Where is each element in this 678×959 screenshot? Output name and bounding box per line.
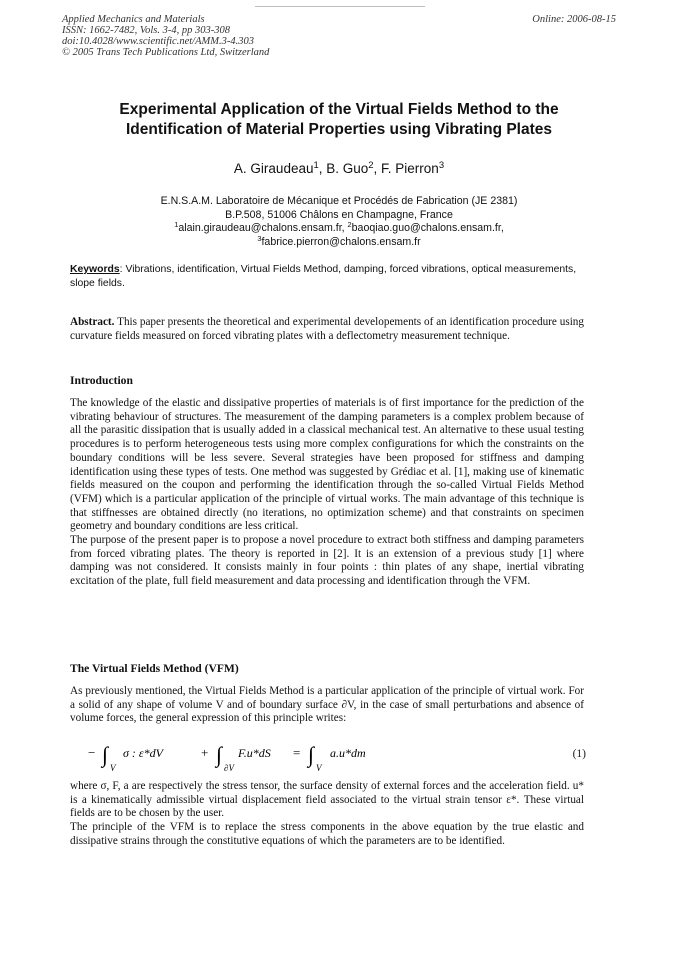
keywords xyxy=(70,263,584,290)
vfm-paragraph-3: The principle of the VFM is to replace the stress components in the above equation by the true elastic and dissipative strains through the constitutive equations of which the parameters are to be identified. xyxy=(70,821,584,847)
author-sep-1: , xyxy=(318,161,327,176)
email-2[interactable]: baoqiao.guo@chalons.ensam.fr, xyxy=(351,222,504,235)
abstract-label: Abstract. xyxy=(70,316,115,328)
title-line-1: Experimental Application of the Virtual Fields Method to the xyxy=(119,101,559,118)
journal-name: Applied Mechanics and Materials xyxy=(62,14,205,25)
author-1-affil: 1 xyxy=(313,159,319,171)
vfm-paragraph-1: As previously mentioned, the Virtual Fields Method is a particular application of the principle of virtual work. For a solid of any shape of volume V and of boundary surface ∂V, in the case of small perturbations and absence of volume forces, the general expression of this principle writes: xyxy=(70,685,584,725)
journal-header xyxy=(62,14,269,58)
issn: ISSN: 1662-7482, Vols. 3-4, pp 303-308 xyxy=(62,25,230,36)
author-3: F. Pierron xyxy=(381,161,439,176)
title-line-2: Identification of Material Properties using Vibrating Plates xyxy=(125,121,553,138)
vfm-paragraph-2: where σ, F, a are respectively the stress tensor, the surface density of external forces and the acceleration field. u* is a kinematically admissible virtual displacement field associated to the virtual strain tensor ε*. These virtual fields are to be chosen by the user. xyxy=(70,780,584,820)
eq-sub-3: V xyxy=(316,763,322,773)
email-1[interactable]: alain.giraudeau@chalons.ensam.fr, xyxy=(178,222,348,235)
keywords-label: Keywords xyxy=(70,264,120,275)
eq-term-2: F.u*dS xyxy=(238,746,271,760)
introduction-heading: Introduction xyxy=(70,374,133,387)
affiliation-line-1: E.N.S.A.M. Laboratoire de Mécanique et Procédés de Fabrication (JE 2381) xyxy=(160,195,518,207)
abstract-text: This paper presents the theoretical and experimental developements of an identification procedure using curvature fields measured on forced vibrating plates with a deflectometry measurement technique. xyxy=(70,316,584,342)
vfm-body xyxy=(70,685,584,726)
integral-sign-3: ∫ xyxy=(308,742,315,767)
intro-paragraph-1: The knowledge of the elastic and dissipative properties of materials is of first importance for the prediction of the vibrating behaviour of structures. The measurement of the damping parameters is a complex problem because of all the parasitic dissipation that is usually added in a classical mechanical test. An alternative to these usual testing procedures is to perform heterogeneous tests using more complex configurations for which the constraints on the boundary conditions will be less severe. Several strategies have been proposed for stiffness and damping identification using these types of tests. One method was suggested by Grédiac et al. [1], making use of kinematic fields measured on the coupon and performing the identification through the so-called Virtual Fields Method (VFM) which is a particular application of the principle of virtual works. The main advantage of this technique is that stiffnesses are obtained directly (no iterations, no optimization scheme) and that constraints on specimen geometry and boundary conditions are less critical. xyxy=(70,397,584,533)
top-rule xyxy=(255,6,425,7)
eq-plus: + xyxy=(201,745,209,760)
doi-link[interactable]: doi:10.4028/www.scientific.net/AMM.3-4.303 xyxy=(62,36,254,47)
email-3[interactable]: fabrice.pierron@chalons.ensam.fr xyxy=(261,235,421,248)
email-line-1 xyxy=(60,222,618,236)
affiliation-line-2: B.P.508, 51006 Châlons en Champagne, France xyxy=(225,208,453,221)
integral-sign-2: ∫ xyxy=(216,742,223,767)
integral-sign-1: ∫ xyxy=(102,742,109,767)
introduction-body xyxy=(70,397,584,589)
eq-term-1: σ : ε*dV xyxy=(123,746,163,760)
author-1: A. Giraudeau xyxy=(233,161,314,176)
equation-1 xyxy=(88,740,588,774)
email-1-sup: 1 xyxy=(174,220,179,230)
author-3-affil: 3 xyxy=(438,159,445,171)
author-2: B. Guo xyxy=(326,161,369,176)
author-2-affil: 2 xyxy=(368,159,374,171)
eq-equals: = xyxy=(293,745,301,760)
email-2-sup: 2 xyxy=(347,220,352,230)
eq-minus: − xyxy=(88,745,96,760)
online-date: Online: 2006-08-15 xyxy=(532,14,616,25)
intro-paragraph-2: The purpose of the present paper is to propose a novel procedure to extract both stiffness and damping parameters from forced vibrating plates. The theory is reported in [2]. It is an extension of a previous study [1] where damping was not considered. It consists mainly in four points : thin plates of any shape, inertial vibrating excitation of the plate, full field measurement and data processing and identification through the VFM. xyxy=(70,534,584,588)
email-line-2 xyxy=(60,233,618,250)
affiliation xyxy=(60,195,618,249)
author-sep-2: , xyxy=(373,161,382,176)
eq-sub-2: ∂V xyxy=(224,763,234,773)
email-3-sup: 3 xyxy=(257,233,262,243)
eq-term-3: a.u*dm xyxy=(330,746,366,760)
vfm-heading: The Virtual Fields Method (VFM) xyxy=(70,662,239,675)
equation-number: (1) xyxy=(572,748,586,760)
abstract xyxy=(70,316,584,343)
copyright: © 2005 Trans Tech Publications Ltd, Switzerland xyxy=(62,47,270,58)
author-list xyxy=(60,161,618,176)
equation-1-svg xyxy=(88,740,558,774)
eq-sub-1: V xyxy=(110,763,116,773)
keywords-text: : Vibrations, identification, Virtual Fields Method, damping, forced vibrations, optical measurements, slope fields. xyxy=(70,264,577,289)
paper-title xyxy=(60,100,618,140)
vfm-body-continued xyxy=(70,780,584,849)
